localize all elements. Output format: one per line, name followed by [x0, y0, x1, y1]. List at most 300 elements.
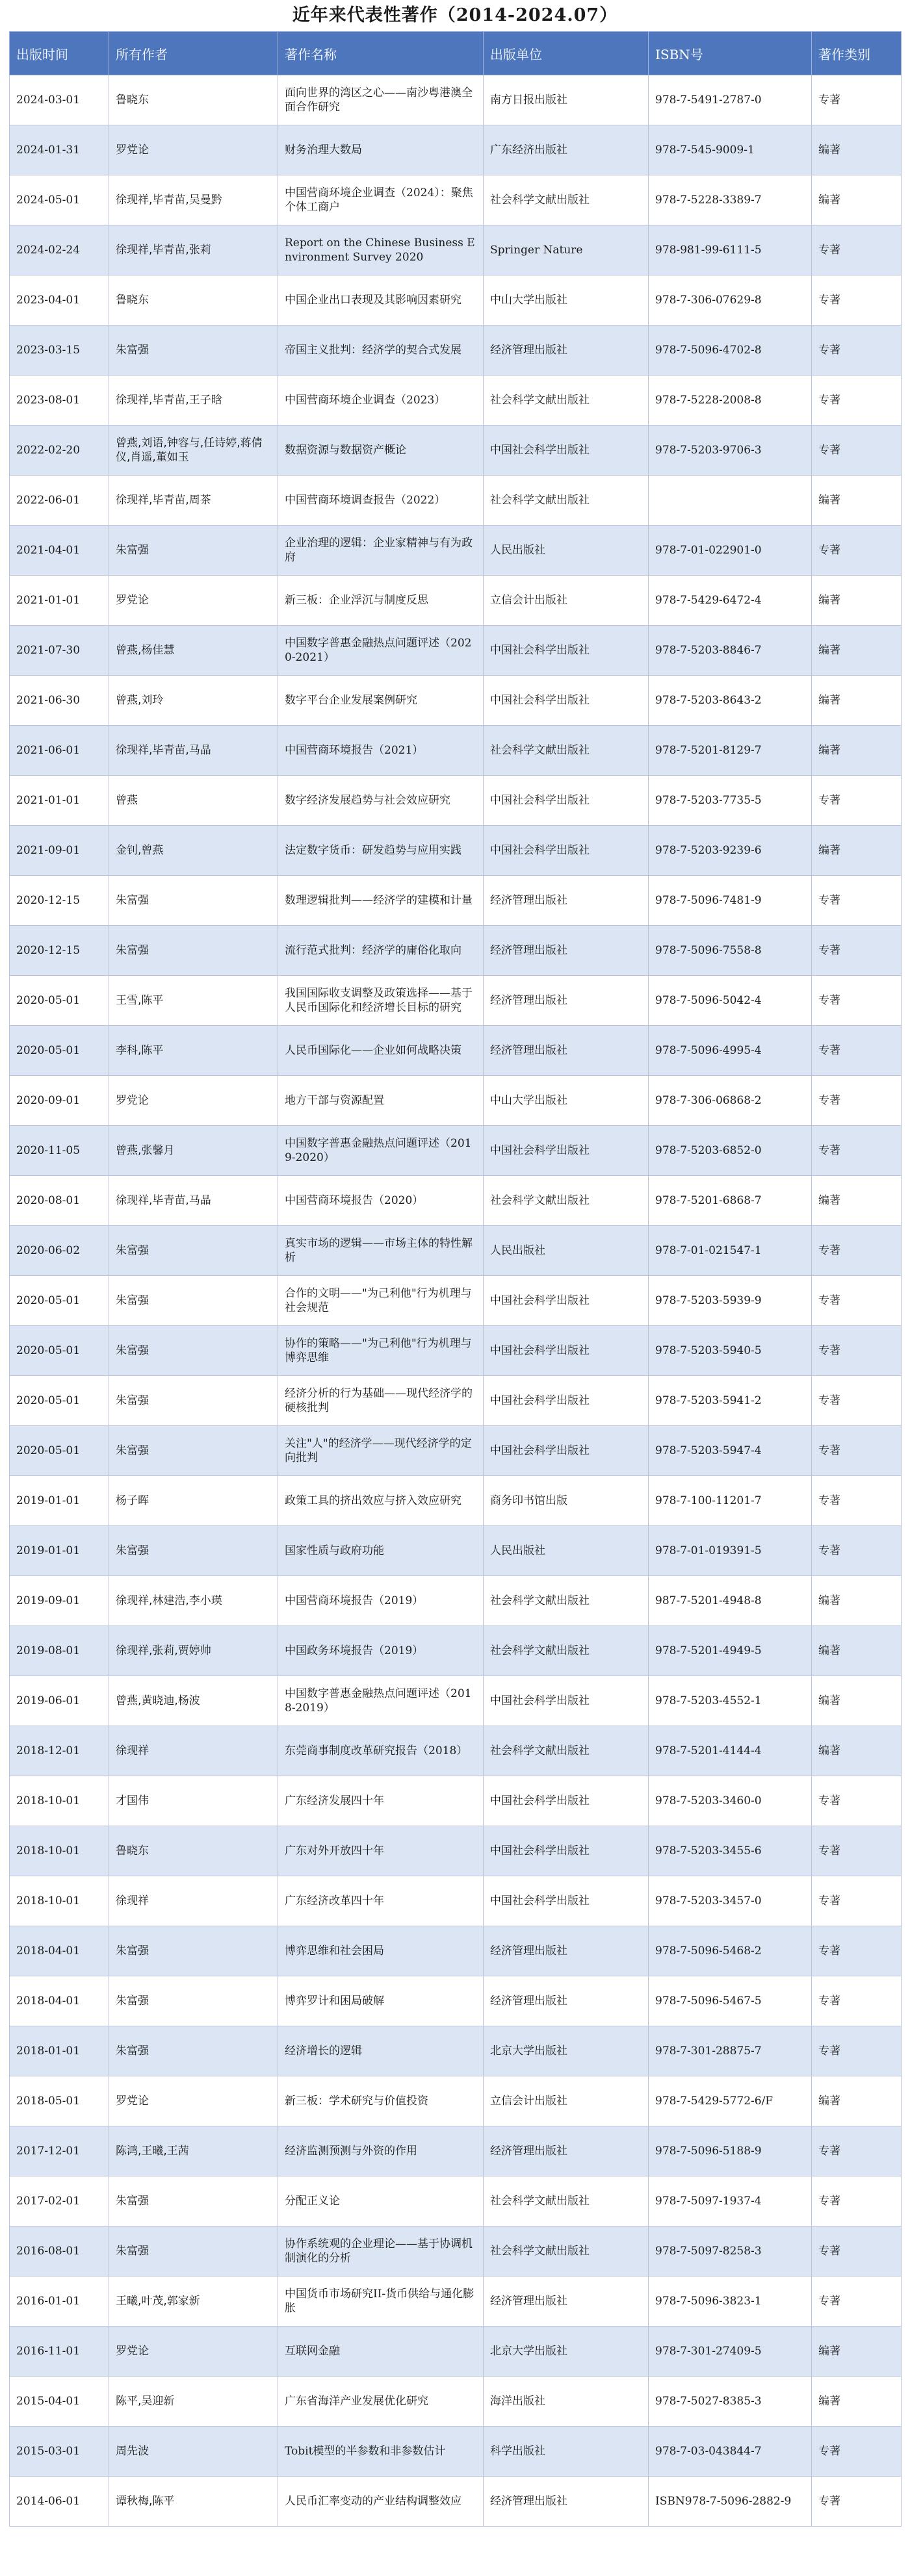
- cell-date: 2020-05-01: [10, 1026, 109, 1076]
- cell-type: 专著: [812, 2176, 902, 2226]
- cell-publisher: 中国社会科学出版社: [484, 1676, 649, 1726]
- cell-isbn: 978-7-5201-4949-5: [649, 1626, 812, 1676]
- table-row: [10, 1576, 902, 1626]
- cell-publisher: 中国社会科学出版社: [484, 1426, 649, 1476]
- cell-date: 2014-06-01: [10, 2477, 109, 2527]
- cell-isbn: 978-981-99-6111-5: [649, 225, 812, 275]
- cell-title: 关注"人"的经济学——现代经济学的定向批判: [278, 1426, 484, 1476]
- cell-title: 分配正义论: [278, 2176, 484, 2226]
- cell-date: 2019-09-01: [10, 1576, 109, 1626]
- cell-title: 经济增长的逻辑: [278, 2026, 484, 2076]
- cell-date: 2023-03-15: [10, 325, 109, 376]
- cell-publisher: 社会科学文献出版社: [484, 1626, 649, 1676]
- table-row: [10, 2226, 902, 2276]
- cell-type: 编著: [812, 726, 902, 776]
- cell-type: 专著: [812, 376, 902, 426]
- cell-isbn: 978-7-5203-5939-9: [649, 1276, 812, 1326]
- cell-type: 专著: [812, 75, 902, 125]
- cell-isbn: 978-7-5491-2787-0: [649, 75, 812, 125]
- cell-isbn: 978-7-5096-3823-1: [649, 2276, 812, 2327]
- table-row: [10, 1726, 902, 1776]
- table-row: [10, 1226, 902, 1276]
- cell-title: 人民币汇率变动的产业结构调整效应: [278, 2477, 484, 2527]
- cell-isbn: 978-7-5096-7558-8: [649, 926, 812, 976]
- cell-publisher: 经济管理出版社: [484, 976, 649, 1026]
- table-row: [10, 1676, 902, 1726]
- cell-title: 真实市场的逻辑——市场主体的特性解析: [278, 1226, 484, 1276]
- cell-authors: 徐现祥,毕青苗,王子晗: [109, 376, 278, 426]
- cell-authors: 罗党论: [109, 576, 278, 626]
- cell-isbn: 978-7-5096-5468-2: [649, 1926, 812, 1976]
- cell-publisher: 经济管理出版社: [484, 1976, 649, 2026]
- cell-type: 编著: [812, 1676, 902, 1726]
- cell-authors: 朱富强: [109, 2026, 278, 2076]
- cell-authors: 罗党论: [109, 125, 278, 175]
- cell-title: 中国营商环境调查报告（2022）: [278, 476, 484, 526]
- table-row: [10, 2076, 902, 2126]
- cell-authors: 曾燕,杨佳慧: [109, 626, 278, 676]
- cell-type: 专著: [812, 1876, 902, 1926]
- cell-authors: 朱富强: [109, 1276, 278, 1326]
- table-row: [10, 826, 902, 876]
- cell-date: 2018-05-01: [10, 2076, 109, 2126]
- cell-type: 编著: [812, 676, 902, 726]
- cell-authors: 朱富强: [109, 325, 278, 376]
- table-row: [10, 876, 902, 926]
- page-title: 近年来代表性著作（2014-2024.07）: [292, 5, 618, 25]
- cell-date: 2017-12-01: [10, 2126, 109, 2176]
- cell-authors: 朱富强: [109, 1226, 278, 1276]
- cell-authors: 王曦,叶茂,郭家新: [109, 2276, 278, 2327]
- cell-type: 专著: [812, 2276, 902, 2327]
- cell-date: 2016-11-01: [10, 2327, 109, 2377]
- cell-isbn: 978-7-5203-8643-2: [649, 676, 812, 726]
- cell-authors: 朱富强: [109, 1976, 278, 2026]
- table-row: [10, 1826, 902, 1876]
- cell-publisher: 中国社会科学出版社: [484, 776, 649, 826]
- table-row: [10, 275, 902, 325]
- cell-title: 数据资源与数据资产概论: [278, 426, 484, 476]
- cell-publisher: 经济管理出版社: [484, 2477, 649, 2527]
- cell-date: 2020-09-01: [10, 1076, 109, 1126]
- cell-type: 专著: [812, 1926, 902, 1976]
- header-row: [10, 32, 902, 75]
- cell-authors: 曾燕,黄晓迪,杨波: [109, 1676, 278, 1726]
- cell-type: 专著: [812, 2026, 902, 2076]
- cell-date: 2020-05-01: [10, 1276, 109, 1326]
- cell-authors: 徐现祥,毕青苗,吴曼黔: [109, 175, 278, 225]
- cell-publisher: 中国社会科学出版社: [484, 1326, 649, 1376]
- cell-publisher: 中国社会科学出版社: [484, 1376, 649, 1426]
- table-row: [10, 2176, 902, 2226]
- cell-title: 地方干部与资源配置: [278, 1076, 484, 1126]
- cell-date: 2020-06-02: [10, 1226, 109, 1276]
- cell-date: 2021-07-30: [10, 626, 109, 676]
- cell-type: 专著: [812, 2427, 902, 2477]
- cell-publisher: 中国社会科学出版社: [484, 676, 649, 726]
- table-row: [10, 2276, 902, 2327]
- cell-type: 编著: [812, 175, 902, 225]
- cell-isbn: 978-7-5096-4702-8: [649, 325, 812, 376]
- cell-title: 帝国主义批判：经济学的契合式发展: [278, 325, 484, 376]
- cell-date: 2015-04-01: [10, 2377, 109, 2427]
- cell-type: 专著: [812, 2477, 902, 2527]
- cell-isbn: 978-7-5096-5042-4: [649, 976, 812, 1026]
- cell-isbn: 978-7-5203-3457-0: [649, 1876, 812, 1926]
- cell-authors: 徐现祥,张莉,贾婷帅: [109, 1626, 278, 1676]
- cell-date: 2023-04-01: [10, 275, 109, 325]
- table-row: [10, 1026, 902, 1076]
- cell-title: 协作系统观的企业理论——基于协调机制演化的分析: [278, 2226, 484, 2276]
- table-row: [10, 2327, 902, 2377]
- cell-isbn: [649, 476, 812, 526]
- cell-title: 我国国际收支调整及政策选择——基于人民币国际化和经济增长目标的研究: [278, 976, 484, 1026]
- table-row: [10, 1076, 902, 1126]
- cell-publisher: 社会科学文献出版社: [484, 376, 649, 426]
- cell-date: 2020-12-15: [10, 876, 109, 926]
- cell-title: 经济监测预测与外资的作用: [278, 2126, 484, 2176]
- cell-title: 财务治理大数局: [278, 125, 484, 175]
- cell-title: 东莞商事制度改革研究报告（2018）: [278, 1726, 484, 1776]
- cell-publisher: 经济管理出版社: [484, 1026, 649, 1076]
- cell-date: 2020-11-05: [10, 1126, 109, 1176]
- table-row: [10, 676, 902, 726]
- table-row: [10, 1326, 902, 1376]
- cell-authors: 曾燕,刘玲: [109, 676, 278, 726]
- cell-title: 中国企业出口表现及其影响因素研究: [278, 275, 484, 325]
- cell-type: 专著: [812, 976, 902, 1026]
- cell-date: 2019-08-01: [10, 1626, 109, 1676]
- cell-date: 2021-06-01: [10, 726, 109, 776]
- cell-isbn: 978-7-5027-8385-3: [649, 2377, 812, 2427]
- cell-date: 2020-05-01: [10, 1376, 109, 1426]
- cell-isbn: 978-7-5429-6472-4: [649, 576, 812, 626]
- header-type: 著作类别: [812, 32, 902, 75]
- cell-title: 流行范式批判：经济学的庸俗化取向: [278, 926, 484, 976]
- cell-type: 编著: [812, 2076, 902, 2126]
- cell-authors: 朱富强: [109, 2226, 278, 2276]
- cell-date: 2020-05-01: [10, 1326, 109, 1376]
- cell-authors: 李科,陈平: [109, 1026, 278, 1076]
- cell-isbn: 978-7-5096-5467-5: [649, 1976, 812, 2026]
- table-row: [10, 1976, 902, 2026]
- cell-publisher: 经济管理出版社: [484, 325, 649, 376]
- cell-isbn: 978-7-5201-6868-7: [649, 1176, 812, 1226]
- cell-isbn: 978-7-301-28875-7: [649, 2026, 812, 2076]
- cell-date: 2018-10-01: [10, 1826, 109, 1876]
- cell-authors: 朱富强: [109, 1376, 278, 1426]
- cell-isbn: 978-7-5429-5772-6/F: [649, 2076, 812, 2126]
- table-row: [10, 175, 902, 225]
- cell-publisher: 中国社会科学出版社: [484, 1776, 649, 1826]
- table-row: [10, 776, 902, 826]
- cell-date: 2019-01-01: [10, 1526, 109, 1576]
- cell-date: 2017-02-01: [10, 2176, 109, 2226]
- cell-publisher: 北京大学出版社: [484, 2026, 649, 2076]
- cell-date: 2021-01-01: [10, 576, 109, 626]
- cell-authors: 朱富强: [109, 926, 278, 976]
- cell-publisher: 中国社会科学出版社: [484, 1876, 649, 1926]
- cell-type: 专著: [812, 1476, 902, 1526]
- cell-publisher: 科学出版社: [484, 2427, 649, 2477]
- cell-isbn: 978-7-5203-3460-0: [649, 1776, 812, 1826]
- cell-isbn: 978-7-5096-7481-9: [649, 876, 812, 926]
- cell-publisher: 经济管理出版社: [484, 1926, 649, 1976]
- cell-title: 数字经济发展趋势与社会效应研究: [278, 776, 484, 826]
- cell-publisher: 经济管理出版社: [484, 926, 649, 976]
- table-row: [10, 1176, 902, 1226]
- table-row: [10, 1476, 902, 1526]
- cell-authors: 曾燕,张馨月: [109, 1126, 278, 1176]
- table-row: [10, 75, 902, 125]
- cell-publisher: 社会科学文献出版社: [484, 1176, 649, 1226]
- cell-publisher: 中国社会科学出版社: [484, 626, 649, 676]
- cell-title: 互联网金融: [278, 2327, 484, 2377]
- cell-date: 2023-08-01: [10, 376, 109, 426]
- cell-isbn: 978-7-01-022901-0: [649, 526, 812, 576]
- cell-publisher: 社会科学文献出版社: [484, 175, 649, 225]
- cell-type: 专著: [812, 1826, 902, 1876]
- cell-publisher: 中国社会科学出版社: [484, 1826, 649, 1876]
- cell-title: Report on the Chinese Business Environment Survey 2020: [278, 225, 484, 275]
- cell-date: 2018-04-01: [10, 1976, 109, 2026]
- cell-isbn: 978-7-100-11201-7: [649, 1476, 812, 1526]
- cell-authors: 徐现祥: [109, 1876, 278, 1926]
- cell-type: 专著: [812, 225, 902, 275]
- cell-isbn: ISBN978-7-5096-2882-9: [649, 2477, 812, 2527]
- cell-type: 专著: [812, 526, 902, 576]
- cell-title: 企业治理的逻辑：企业家精神与有为政府: [278, 526, 484, 576]
- cell-type: 编著: [812, 576, 902, 626]
- cell-authors: 朱富强: [109, 1526, 278, 1576]
- cell-publisher: 经济管理出版社: [484, 876, 649, 926]
- cell-publisher: 立信会计出版社: [484, 2076, 649, 2126]
- cell-title: 经济分析的行为基础——现代经济学的硬核批判: [278, 1376, 484, 1426]
- table-row: [10, 576, 902, 626]
- cell-publisher: 中山大学出版社: [484, 1076, 649, 1126]
- cell-isbn: 978-7-5203-5941-2: [649, 1376, 812, 1426]
- table-row: [10, 1426, 902, 1476]
- cell-authors: 金钊,曾燕: [109, 826, 278, 876]
- cell-type: 编著: [812, 1626, 902, 1676]
- cell-title: 新三板：学术研究与价值投资: [278, 2076, 484, 2126]
- cell-isbn: 978-7-5096-4995-4: [649, 1026, 812, 1076]
- cell-authors: 朱富强: [109, 1926, 278, 1976]
- cell-isbn: 978-7-5203-9706-3: [649, 426, 812, 476]
- cell-title: 广东经济改革四十年: [278, 1876, 484, 1926]
- cell-authors: 徐现祥,毕青苗,张莉: [109, 225, 278, 275]
- cell-publisher: 广东经济出版社: [484, 125, 649, 175]
- cell-publisher: 商务印书馆出版: [484, 1476, 649, 1526]
- cell-publisher: Springer Nature: [484, 225, 649, 275]
- table-row: [10, 2377, 902, 2427]
- cell-authors: 朱富强: [109, 1426, 278, 1476]
- table-row: [10, 1626, 902, 1676]
- cell-isbn: 978-7-301-27409-5: [649, 2327, 812, 2377]
- cell-isbn: 978-7-545-9009-1: [649, 125, 812, 175]
- cell-isbn: 978-7-306-07629-8: [649, 275, 812, 325]
- cell-date: 2016-08-01: [10, 2226, 109, 2276]
- cell-publisher: 社会科学文献出版社: [484, 1726, 649, 1776]
- cell-title: 数理逻辑批判——经济学的建模和计量: [278, 876, 484, 926]
- cell-title: 博弈罗计和困局破解: [278, 1976, 484, 2026]
- cell-title: 广东对外开放四十年: [278, 1826, 484, 1876]
- table-row: [10, 2427, 902, 2477]
- table-row: [10, 1376, 902, 1426]
- cell-type: 专著: [812, 1126, 902, 1176]
- table-row: [10, 726, 902, 776]
- publications-table: [9, 31, 902, 2527]
- cell-isbn: 978-7-5203-5947-4: [649, 1426, 812, 1476]
- cell-type: 编著: [812, 1576, 902, 1626]
- cell-authors: 鲁晓东: [109, 1826, 278, 1876]
- cell-authors: 徐现祥,毕青苗,马晶: [109, 726, 278, 776]
- cell-title: 合作的文明——"为己利他"行为机理与社会规范: [278, 1276, 484, 1326]
- cell-date: 2021-06-30: [10, 676, 109, 726]
- header-publisher: 出版单位: [484, 32, 649, 75]
- cell-isbn: 987-7-5201-4948-8: [649, 1576, 812, 1626]
- cell-type: 编著: [812, 2327, 902, 2377]
- cell-publisher: 南方日报出版社: [484, 75, 649, 125]
- cell-authors: 曾燕,刘语,钟容与,任诗婷,蒋倩仪,肖遥,董如玉: [109, 426, 278, 476]
- cell-date: 2020-12-15: [10, 926, 109, 976]
- cell-type: 专著: [812, 1026, 902, 1076]
- table-row: [10, 325, 902, 376]
- cell-publisher: 经济管理出版社: [484, 2276, 649, 2327]
- cell-isbn: 978-7-5203-5940-5: [649, 1326, 812, 1376]
- cell-authors: 王雪,陈平: [109, 976, 278, 1026]
- table-row: [10, 926, 902, 976]
- cell-isbn: 978-7-5203-8846-7: [649, 626, 812, 676]
- cell-authors: 徐现祥,林建浩,李小瑛: [109, 1576, 278, 1626]
- cell-title: 中国政务环境报告（2019）: [278, 1626, 484, 1676]
- cell-title: 中国营商环境企业调查（2024）：聚焦个体工商户: [278, 175, 484, 225]
- cell-title: 新三板：企业浮沉与制度反思: [278, 576, 484, 626]
- cell-authors: 鲁晓东: [109, 275, 278, 325]
- header-authors: 所有作者: [109, 32, 278, 75]
- cell-type: 专著: [812, 776, 902, 826]
- cell-authors: 罗党论: [109, 2076, 278, 2126]
- table-row: [10, 376, 902, 426]
- cell-authors: 徐现祥,毕青苗,周茶: [109, 476, 278, 526]
- cell-type: 编著: [812, 626, 902, 676]
- cell-date: 2020-05-01: [10, 1426, 109, 1476]
- cell-isbn: 978-7-5203-4552-1: [649, 1676, 812, 1726]
- cell-title: 面向世界的湾区之心——南沙粤港澳全面合作研究: [278, 75, 484, 125]
- cell-type: 编著: [812, 1726, 902, 1776]
- cell-publisher: 人民出版社: [484, 526, 649, 576]
- cell-isbn: 978-7-5203-9239-6: [649, 826, 812, 876]
- cell-title: 广东省海洋产业发展优化研究: [278, 2377, 484, 2427]
- cell-date: 2021-01-01: [10, 776, 109, 826]
- table-row: [10, 125, 902, 175]
- cell-type: 专著: [812, 2126, 902, 2176]
- cell-isbn: 978-7-5203-7735-5: [649, 776, 812, 826]
- cell-authors: 罗党论: [109, 2327, 278, 2377]
- cell-date: 2024-01-31: [10, 125, 109, 175]
- table-row: [10, 426, 902, 476]
- cell-title: 博弈思维和社会困局: [278, 1926, 484, 1976]
- cell-date: 2018-10-01: [10, 1776, 109, 1826]
- cell-title: 中国货币市场研究II-货币供给与通化膨胀: [278, 2276, 484, 2327]
- table-row: [10, 1926, 902, 1976]
- cell-authors: 徐现祥,毕青苗,马晶: [109, 1176, 278, 1226]
- cell-title: 中国营商环境报告（2019）: [278, 1576, 484, 1626]
- cell-type: 专著: [812, 2226, 902, 2276]
- cell-type: 专著: [812, 1076, 902, 1126]
- cell-isbn: 978-7-5203-3455-6: [649, 1826, 812, 1876]
- cell-title: 人民币国际化——企业如何战略决策: [278, 1026, 484, 1076]
- cell-publisher: 中国社会科学出版社: [484, 826, 649, 876]
- cell-type: 编著: [812, 1176, 902, 1226]
- cell-date: 2018-04-01: [10, 1926, 109, 1976]
- table-body: [10, 75, 902, 2527]
- cell-type: 专著: [812, 1226, 902, 1276]
- cell-publisher: 社会科学文献出版社: [484, 2226, 649, 2276]
- cell-publisher: 人民出版社: [484, 1526, 649, 1576]
- cell-type: 专著: [812, 1776, 902, 1826]
- header-isbn: ISBN号: [649, 32, 812, 75]
- cell-authors: 周先波: [109, 2427, 278, 2477]
- cell-title: Tobit模型的半参数和非参数估计: [278, 2427, 484, 2477]
- table-row: [10, 2126, 902, 2176]
- cell-authors: 朱富强: [109, 2176, 278, 2226]
- cell-publisher: 中国社会科学出版社: [484, 1276, 649, 1326]
- table-row: [10, 1876, 902, 1926]
- cell-title: 数字平台企业发展案例研究: [278, 676, 484, 726]
- cell-type: 专著: [812, 325, 902, 376]
- cell-date: 2024-05-01: [10, 175, 109, 225]
- cell-authors: 徐现祥: [109, 1726, 278, 1776]
- header-date: 出版时间: [10, 32, 109, 75]
- cell-date: 2018-12-01: [10, 1726, 109, 1776]
- table-header: [10, 32, 902, 75]
- cell-publisher: 社会科学文献出版社: [484, 726, 649, 776]
- cell-date: 2020-05-01: [10, 976, 109, 1026]
- cell-title: 法定数字货币：研发趋势与应用实践: [278, 826, 484, 876]
- cell-type: 编著: [812, 125, 902, 175]
- cell-authors: 谭秋梅,陈平: [109, 2477, 278, 2527]
- header-title: 著作名称: [278, 32, 484, 75]
- table-row: [10, 476, 902, 526]
- cell-title: 国家性质与政府功能: [278, 1526, 484, 1576]
- cell-isbn: 978-7-5228-2008-8: [649, 376, 812, 426]
- cell-type: 专著: [812, 1526, 902, 1576]
- cell-date: 2018-01-01: [10, 2026, 109, 2076]
- cell-title: 中国营商环境企业调查（2023）: [278, 376, 484, 426]
- cell-publisher: 海洋出版社: [484, 2377, 649, 2427]
- cell-date: 2024-02-24: [10, 225, 109, 275]
- cell-isbn: 978-7-5097-8258-3: [649, 2226, 812, 2276]
- cell-date: 2021-09-01: [10, 826, 109, 876]
- table-row: [10, 1526, 902, 1576]
- cell-type: 专著: [812, 1426, 902, 1476]
- cell-title: 中国数字普惠金融热点问题评述（2020-2021）: [278, 626, 484, 676]
- cell-date: 2015-03-01: [10, 2427, 109, 2477]
- cell-type: 专著: [812, 1276, 902, 1326]
- cell-title: 广东经济发展四十年: [278, 1776, 484, 1826]
- cell-type: 编著: [812, 476, 902, 526]
- cell-authors: 罗党论: [109, 1076, 278, 1126]
- cell-date: 2022-02-20: [10, 426, 109, 476]
- table-row: [10, 2477, 902, 2527]
- cell-isbn: 978-7-5228-3389-7: [649, 175, 812, 225]
- cell-isbn: 978-7-306-06868-2: [649, 1076, 812, 1126]
- cell-title: 中国营商环境报告（2021）: [278, 726, 484, 776]
- cell-publisher: 经济管理出版社: [484, 2126, 649, 2176]
- cell-date: 2022-06-01: [10, 476, 109, 526]
- cell-isbn: 978-7-5201-4144-4: [649, 1726, 812, 1776]
